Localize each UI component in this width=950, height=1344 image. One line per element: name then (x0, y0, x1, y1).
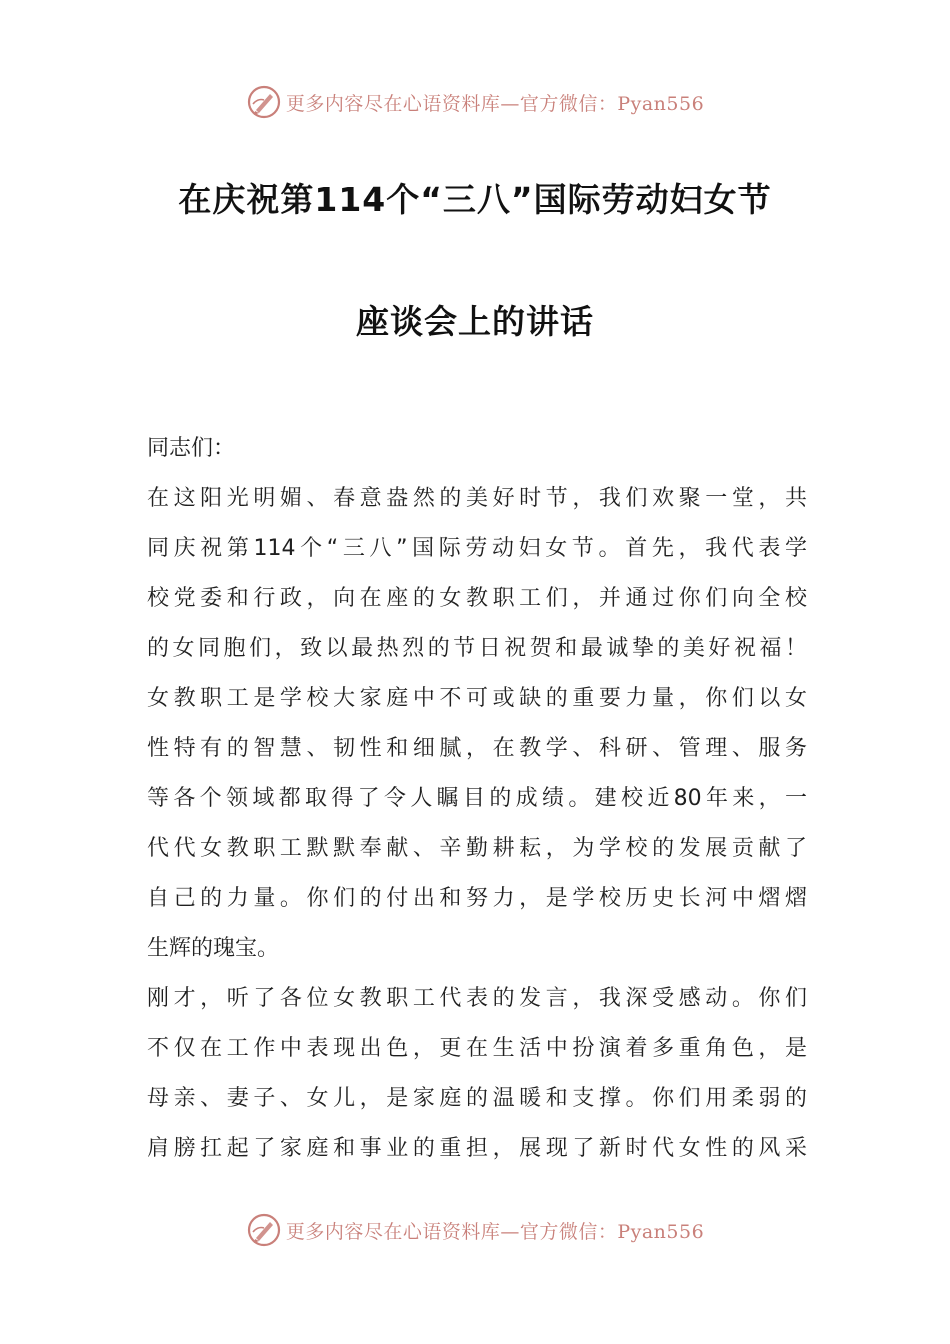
text-line: 刚才，听了各位女教职工代表的发言，我深受感动。你们 (147, 986, 807, 1011)
document-body (147, 430, 807, 1180)
text-line: 不仅在工作中表现出色，更在生活中扮演着多重角色，是 (147, 1036, 807, 1061)
pen-seal-logo-icon (246, 84, 282, 120)
banner-text: 更多内容尽在心语资料库—官方微信：Pyan556 (285, 92, 705, 115)
footer-banner (0, 1208, 950, 1252)
text-line: 女教职工是学校大家庭中不可或缺的重要力量，你们以女 (147, 686, 807, 711)
text-line: 同志们： (147, 436, 236, 461)
text-line: 校党委和行政，向在座的女教职工们，并通过你们向全校 (147, 586, 807, 611)
text-line: 同庆祝第114个“三八”国际劳动妇女节。首先，我代表学 (147, 536, 807, 561)
document-title-line-1: 在庆祝第114个“三八”国际劳动妇女节 (178, 180, 772, 219)
text-line: 的女同胞们，致以最热烈的节日祝贺和最诚挚的美好祝福！ (147, 636, 807, 661)
text-line: 母亲、妻子、女儿，是家庭的温暖和支撑。你们用柔弱的 (147, 1086, 807, 1111)
text-line: 在这阳光明媚、春意盎然的美好时节，我们欢聚一堂，共 (147, 486, 807, 511)
header-banner (0, 80, 950, 124)
pen-seal-logo-icon (246, 1212, 282, 1248)
text-line: 肩膀扛起了家庭和事业的重担，展现了新时代女性的风采 (147, 1136, 807, 1161)
document-title-line-2: 座谈会上的讲话 (356, 302, 594, 341)
text-line: 自己的力量。你们的付出和努力，是学校历史长河中熠熠 (147, 886, 807, 911)
text-line: 性特有的智慧、韧性和细腻，在教学、科研、管理、服务 (147, 736, 807, 761)
text-line: 等各个领域都取得了令人瞩目的成绩。建校近80年来，一 (147, 786, 807, 811)
banner-text: 更多内容尽在心语资料库—官方微信：Pyan556 (285, 1220, 705, 1243)
text-line: 代代女教职工默默奉献、辛勤耕耘，为学校的发展贡献了 (147, 836, 807, 861)
text-line: 生辉的瑰宝。 (147, 936, 280, 961)
